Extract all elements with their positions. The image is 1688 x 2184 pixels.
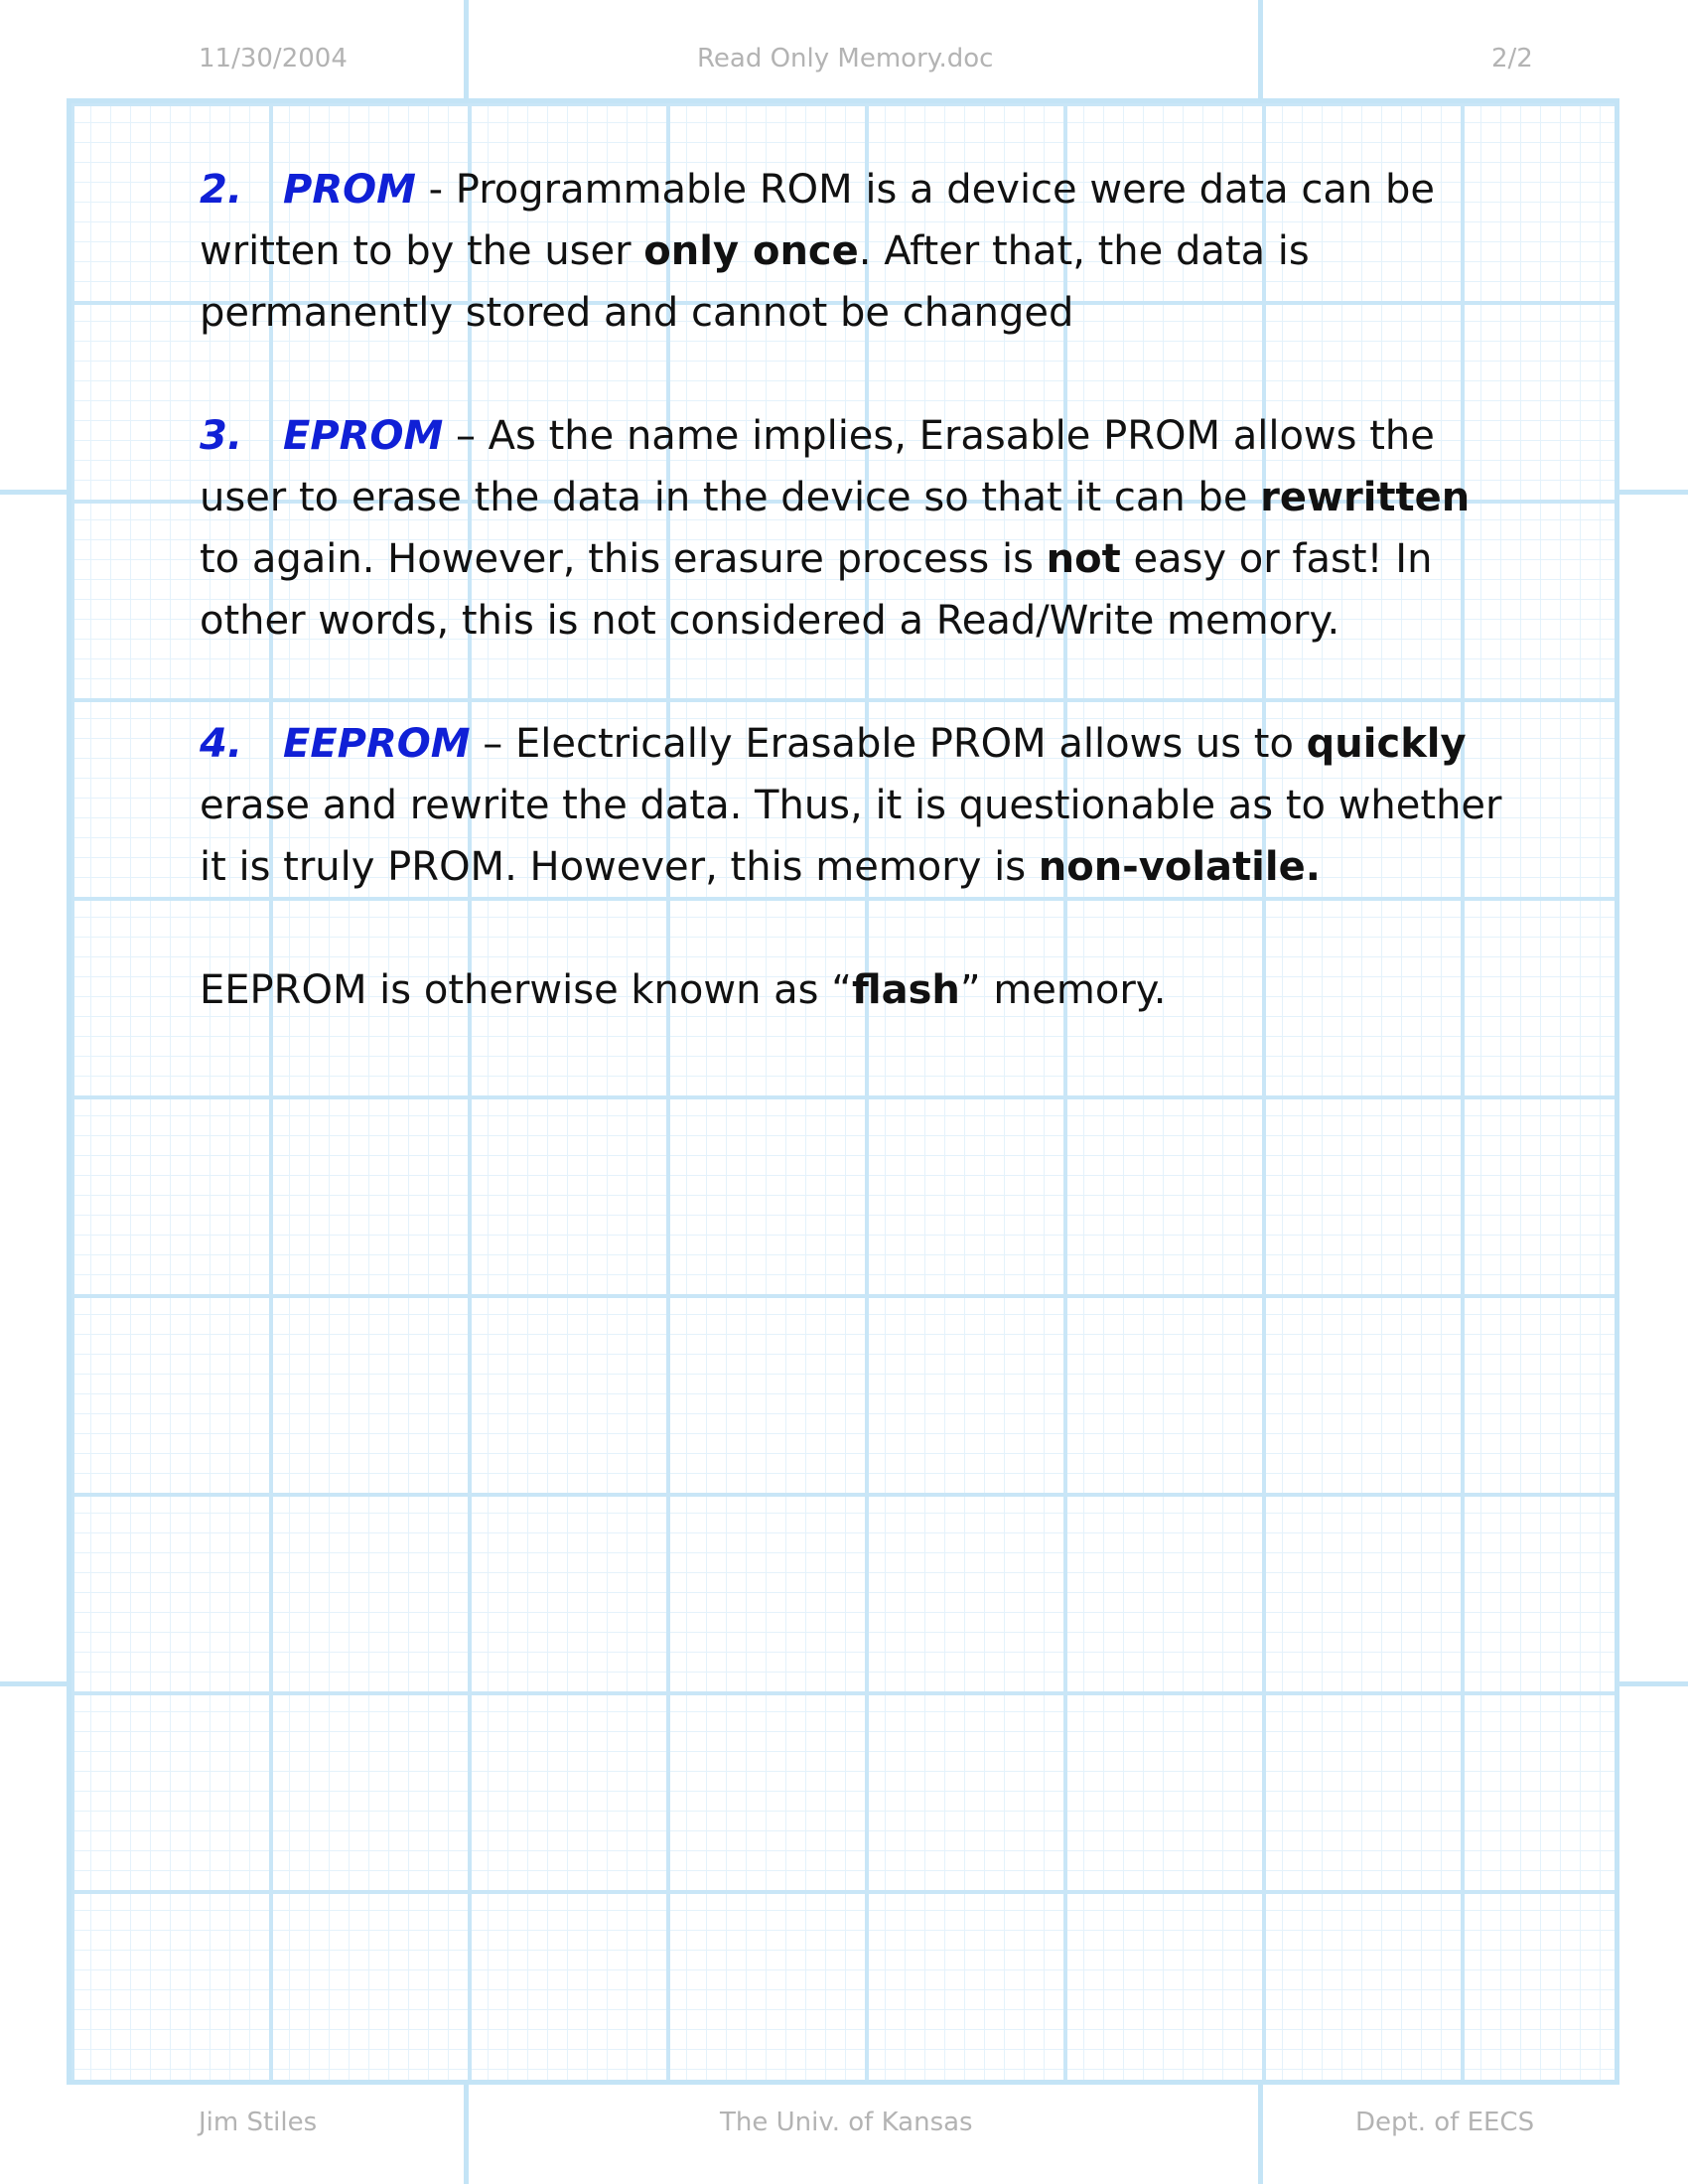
header-filename: Read Only Memory.doc xyxy=(697,44,994,73)
bold-phrase: flash xyxy=(851,967,960,1013)
item-text: to again. However, this erasure process is xyxy=(200,536,1047,582)
margin-guide-bottom-left xyxy=(0,1681,67,1686)
margin-guide-top-right xyxy=(1619,490,1688,495)
item-number: 4. xyxy=(200,721,243,767)
footer-university: The Univ. of Kansas xyxy=(720,2108,973,2137)
bold-phrase: rewritten xyxy=(1260,475,1471,520)
note-text: ” memory. xyxy=(959,967,1167,1013)
footer-divider-right xyxy=(1258,2085,1263,2184)
bold-phrase: non-volatile. xyxy=(1038,844,1321,890)
header-date: 11/30/2004 xyxy=(199,44,348,73)
item-text: - Programmable ROM is a device were data can be written to by the user xyxy=(200,167,1435,274)
header-divider-right xyxy=(1258,0,1263,98)
item-text: – Electrically Erasable PROM allows us to xyxy=(470,721,1307,767)
list-item-eeprom xyxy=(200,713,1510,898)
footer-department: Dept. of EECS xyxy=(1355,2108,1535,2137)
footer-divider-left xyxy=(464,2085,469,2184)
term-eeprom: EEPROM xyxy=(283,721,471,767)
item-text: . After that, the data is permanently stored and cannot be changed xyxy=(200,228,1310,336)
item-text: – As the name implies, Erasable PROM allows the user to erase the data in the device so that it can be xyxy=(200,413,1435,520)
term-prom: PROM xyxy=(283,167,416,213)
list-item-prom xyxy=(200,159,1510,344)
flash-note xyxy=(200,959,1510,1021)
item-text: erase and rewrite the data. Thus, it is questionable as to whether it is truly PROM. However, this memory is xyxy=(200,783,1502,890)
bold-phrase: only once xyxy=(643,228,859,274)
list-item-eprom xyxy=(200,405,1510,652)
term-eprom: EPROM xyxy=(283,413,444,459)
header-divider-left xyxy=(464,0,469,98)
margin-guide-top-left xyxy=(0,490,67,495)
document-body xyxy=(200,159,1510,1083)
note-text: EEPROM is otherwise known as “ xyxy=(200,967,852,1013)
item-number: 3. xyxy=(200,413,243,459)
item-text: easy or fast! In other words, this is not considered a Read/Write memory. xyxy=(200,536,1433,644)
item-number: 2. xyxy=(200,167,243,213)
footer-author: Jim Stiles xyxy=(199,2108,318,2137)
bold-phrase: quickly xyxy=(1306,721,1467,767)
header-page-number: 2/2 xyxy=(1491,44,1533,73)
bold-phrase: not xyxy=(1046,536,1121,582)
margin-guide-bottom-right xyxy=(1619,1681,1688,1686)
